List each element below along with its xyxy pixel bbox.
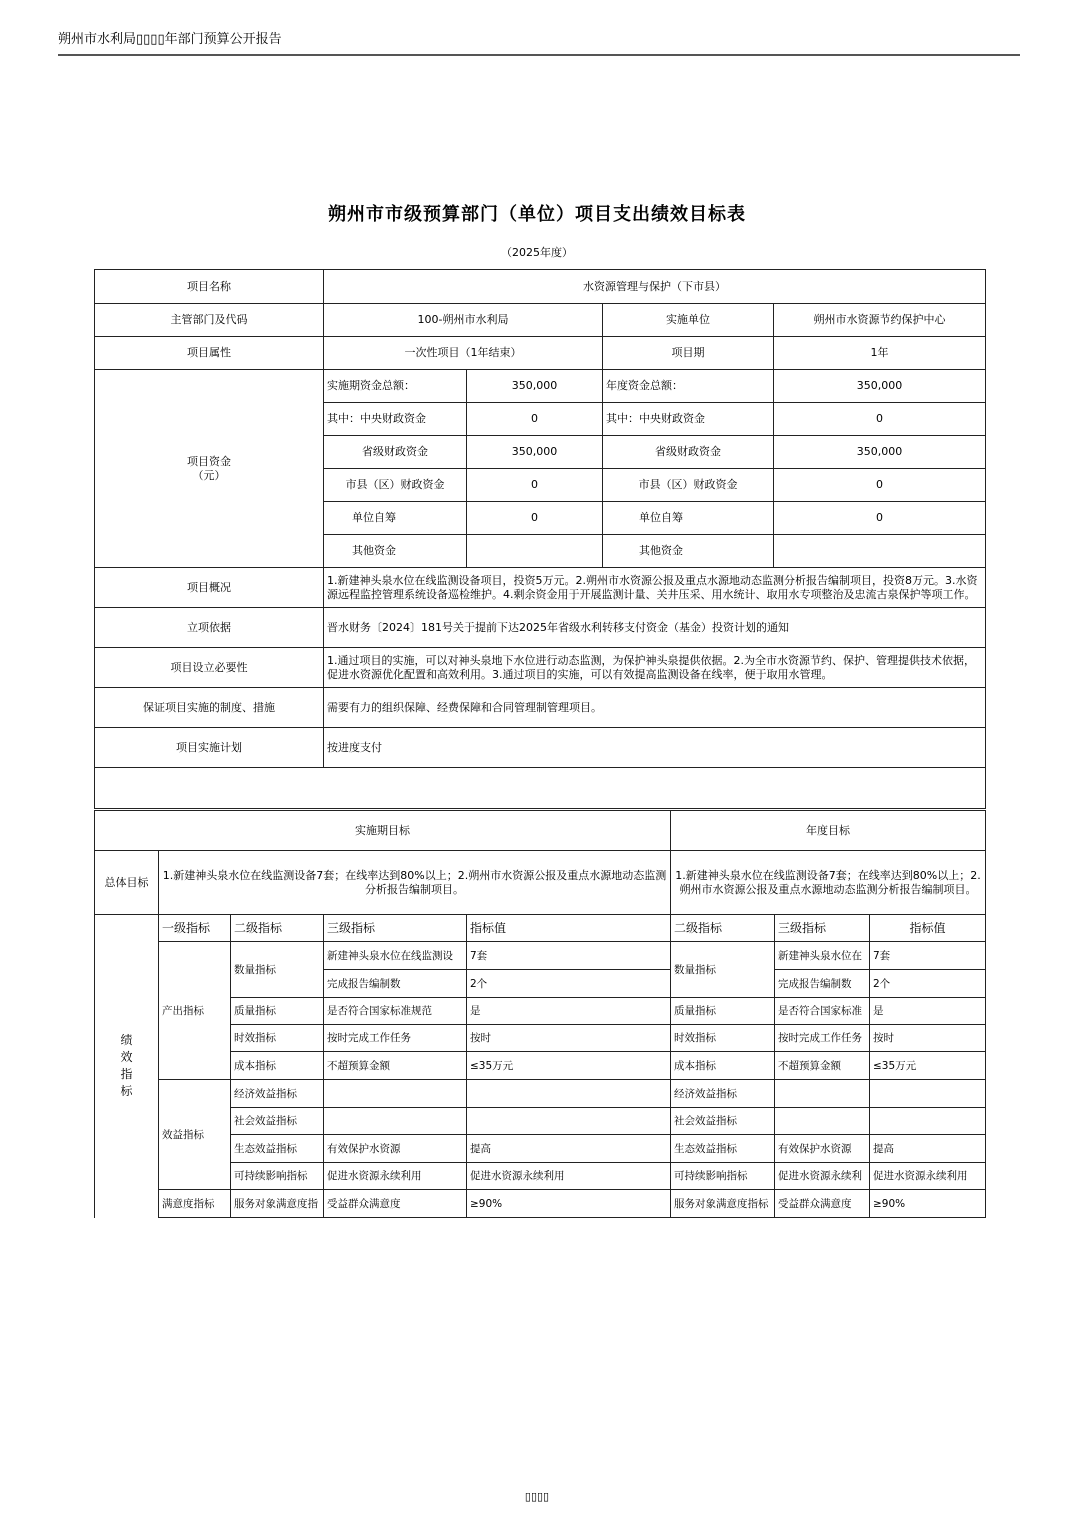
indicator-cell: 社会效益指标 [671,1108,775,1135]
fund-value: 350,000 [467,436,603,469]
header-cell: 一级指标 [159,915,231,942]
indicator-cell: 按时完成工作任务 [775,1025,870,1052]
indicator-cell: 服务对象满意度指标 [671,1190,775,1218]
indicator-cell: 不超预算金额 [324,1052,467,1080]
indicator-cell: 服务对象满意度指 [231,1190,324,1218]
indicator-cell [467,1080,671,1108]
indicator-cell: ≤35万元 [467,1052,671,1080]
project-info-table [94,269,986,809]
measures-label: 保证项目实施的制度、措施 [95,688,324,728]
fund-label: 单位自筹 [324,502,467,535]
fund-label: 其中：中央财政资金 [324,403,467,436]
overview-text: 1.新建神头泉水位在线监测设备项目，投资5万元。2.朔州市水资源公报及重点水源地动态监测分析报告编制项目，投资8万元。3.水资源远程监控管理系统设备巡检维护。4.剩余资金用于开展监测计量、关井压采、用水统计、取用水专项整治及忠流古泉保护等项工作。 [327,573,978,601]
fund-value: 0 [774,403,986,436]
indicator-cell [324,1108,467,1135]
fund-label: 省级财政资金 [324,436,467,469]
benefit-label: 效益指标 [159,1080,231,1190]
indicator-cell: 有效保护水资源 [775,1135,870,1163]
output-label: 产出指标 [159,942,231,1080]
indicator-cell: 按时 [467,1025,671,1052]
page-header [58,30,1020,56]
indicator-cell: 7套 [870,942,986,970]
indicator-cell: 提高 [870,1135,986,1163]
indicator-cell: ≥90% [870,1190,986,1218]
period-goal-text: 1.新建神头泉水位在线监测设备7套；在线率达到80%以上；2.朔州市水资源公报及重点水源地动态监测分析报告编制项目。 [159,851,671,915]
fund-label: 其中：中央财政资金 [603,403,774,436]
overall-goal-label: 总体目标 [95,851,159,915]
indicator-cell: 生态效益指标 [671,1135,775,1163]
header-cell: 二级指标 [671,915,775,942]
fund-value: 0 [467,502,603,535]
overview-label: 项目概况 [95,568,324,608]
page-footer: ▯▯▯▯ [524,1490,550,1503]
indicator-cell: 促进水资源永续利用 [324,1163,467,1190]
fund-label: 市县（区）财政资金 [324,469,467,502]
fund-label: 年度资金总额： [603,370,774,403]
indicator-cell: 可持续影响指标 [231,1163,324,1190]
goals-table [94,810,986,915]
fund-value: 0 [774,469,986,502]
indicator-cell [775,1108,870,1135]
indicator-cell: 生态效益指标 [231,1135,324,1163]
header-cell: 指标值 [467,915,671,942]
indicators-side-label: 绩 效 指 标 [95,915,159,1218]
indicator-cell: 时效指标 [671,1025,775,1052]
header-text: 朔州市水利局▯▯▯▯年部门预算公开报告 [58,32,282,47]
page-title: 朔州市市级预算部门（单位）项目支出绩效目标表 [328,204,746,225]
indicator-cell: 质量指标 [671,998,775,1025]
plan-label: 项目实施计划 [95,728,324,768]
indicator-cell: 新建神头泉水位在 [775,942,870,970]
indicator-cell: 是否符合国家标准 [775,998,870,1025]
indicator-cell: 时效指标 [231,1025,324,1052]
fund-value [774,535,986,568]
indicator-cell: ≤35万元 [870,1052,986,1080]
basis-text: 晋水财务〔2024〕181号关于提前下达2025年省级水利转移支付资金（基金）投资计划的通知 [324,608,986,648]
indicator-cell: 7套 [467,942,671,970]
funds-label: 项目资金 （元） [95,370,324,568]
quantity-label-year: 数量指标 [671,942,775,998]
dept-value: 100-朔州市水利局 [324,304,603,337]
fund-value: 350,000 [774,436,986,469]
year-label: （2025年度） [501,246,573,259]
indicator-cell: 促进水资源永续利 [775,1163,870,1190]
header-cell: 二级指标 [231,915,324,942]
indicator-cell: 可持续影响指标 [671,1163,775,1190]
fund-value: 350,000 [774,370,986,403]
period-label: 项目期 [603,337,774,370]
fund-value: 0 [467,403,603,436]
indicator-cell: 经济效益指标 [231,1080,324,1108]
indicator-cell: ≥90% [467,1190,671,1218]
quantity-label: 数量指标 [231,942,324,998]
fund-label: 实施期资金总额： [324,370,467,403]
impl-unit-value: 朔州市水资源节约保护中心 [774,304,986,337]
indicator-cell [467,1108,671,1135]
indicator-cell: 完成报告编制数 [324,970,467,998]
period-goal-label: 实施期目标 [95,811,671,851]
indicator-cell: 受益群众满意度 [775,1190,870,1218]
plan-text: 按进度支付 [324,728,986,768]
indicator-cell: 社会效益指标 [231,1108,324,1135]
header-cell: 三级指标 [324,915,467,942]
indicators-table [94,914,986,1218]
fund-value [467,535,603,568]
indicator-cell: 是否符合国家标准规范 [324,998,467,1025]
project-name-label: 项目名称 [95,270,324,304]
header-cell: 三级指标 [775,915,870,942]
necessity-text: 1.通过项目的实施，可以对神头泉地下水位进行动态监测，为保护神头泉提供依据。2.为全市水资源节约、保护、管理提供技术依据，促进水资源优化配置和高效利用。3.通过项目的实施，可以有效提高监测设备在线率，便于取用水管理。 [327,653,975,681]
indicator-cell: 成本指标 [671,1052,775,1080]
attr-value: 一次性项目（1年结束） [324,337,603,370]
indicator-cell [775,1080,870,1108]
dept-label: 主管部门及代码 [95,304,324,337]
fund-value: 0 [774,502,986,535]
indicator-cell: 完成报告编制数 [775,970,870,998]
indicator-cell: 不超预算金额 [775,1052,870,1080]
period-value: 1年 [774,337,986,370]
indicator-cell: 2个 [467,970,671,998]
year-goal-label: 年度目标 [671,811,986,851]
satisfaction-label: 满意度指标 [159,1190,231,1218]
indicator-cell [324,1080,467,1108]
fund-label: 市县（区）财政资金 [603,469,774,502]
fund-label: 省级财政资金 [603,436,774,469]
indicator-cell: 质量指标 [231,998,324,1025]
fund-label: 单位自筹 [603,502,774,535]
basis-label: 立项依据 [95,608,324,648]
indicator-cell: 经济效益指标 [671,1080,775,1108]
indicator-cell: 受益群众满意度 [324,1190,467,1218]
indicator-cell: 新建神头泉水位在线监测设 [324,942,467,970]
fund-value: 350,000 [467,370,603,403]
indicator-cell: 促进水资源永续利用 [467,1163,671,1190]
indicator-cell [870,1108,986,1135]
blank-row [95,768,986,809]
fund-label: 其他资金 [603,535,774,568]
indicator-cell: 有效保护水资源 [324,1135,467,1163]
indicator-cell [870,1080,986,1108]
indicator-cell: 按时完成工作任务 [324,1025,467,1052]
indicator-cell: 提高 [467,1135,671,1163]
indicator-cell: 成本指标 [231,1052,324,1080]
impl-unit-label: 实施单位 [603,304,774,337]
attr-label: 项目属性 [95,337,324,370]
indicator-cell: 2个 [870,970,986,998]
indicator-cell: 促进水资源永续利用 [870,1163,986,1190]
necessity-label: 项目设立必要性 [95,648,324,688]
fund-label: 其他资金 [324,535,467,568]
indicator-cell: 是 [467,998,671,1025]
header-cell: 指标值 [870,915,986,942]
year-goal-text: 1.新建神头泉水位在线监测设备7套；在线率达到80%以上；2.朔州市水资源公报及重点水源地动态监测分析报告编制项目。 [671,851,986,915]
indicator-cell: 按时 [870,1025,986,1052]
fund-value: 0 [467,469,603,502]
project-name-value: 水资源管理与保护（下市县） [324,270,986,304]
indicator-cell: 是 [870,998,986,1025]
measures-text: 需要有力的组织保障、经费保障和合同管理制管理项目。 [324,688,986,728]
